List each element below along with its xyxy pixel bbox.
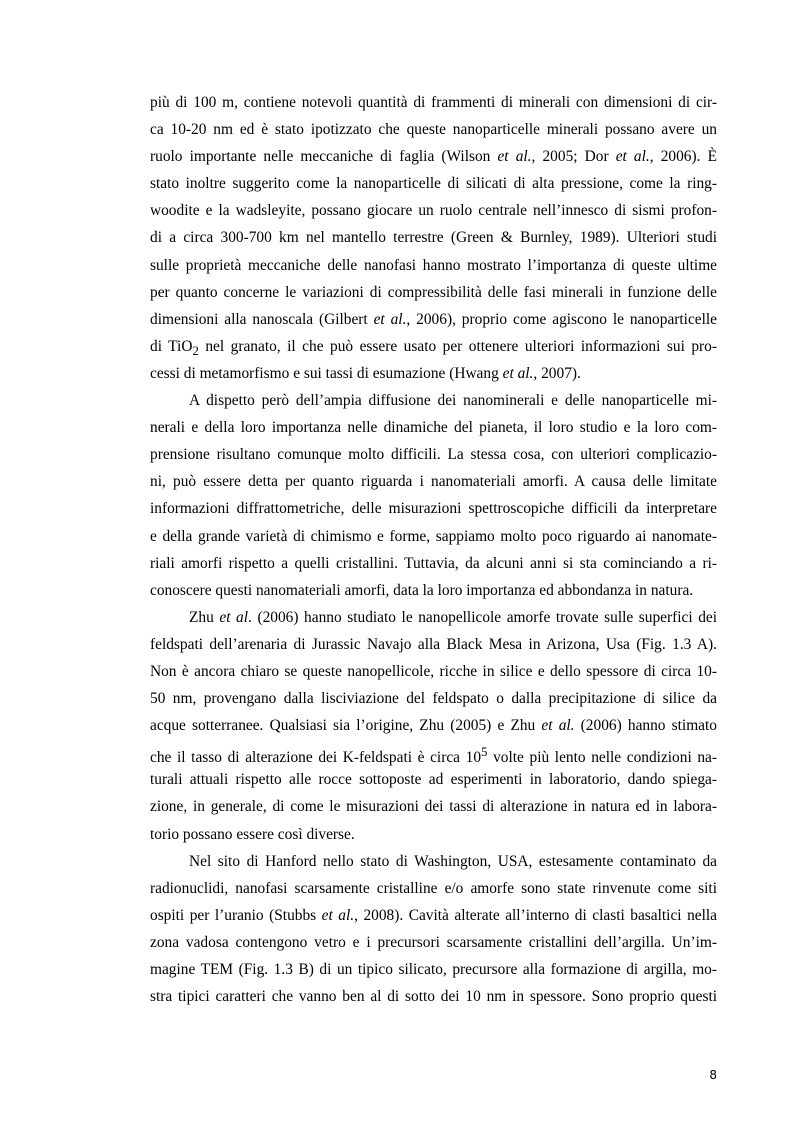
text-line: 50 nm, provengano dalla lisciviazione del feldspato o dalla precipitazione di silice da bbox=[150, 690, 717, 708]
text-line: acque sotterranee. Qualsiasi sia l’origine, Zhu (2005) e Zhu et al. (2006) hanno stimato bbox=[150, 717, 717, 735]
text-line: nerali e della loro importanza nelle dinamiche del pianeta, il loro studio e la loro com- bbox=[150, 419, 717, 437]
text-line: stato inoltre suggerito come la nanoparticelle di silicati di alta pressione, come la ring- bbox=[150, 175, 717, 193]
text-line: di a circa 300-700 km nel mantello terrestre (Green & Burnley, 1989). Ulteriori studi bbox=[150, 229, 717, 247]
text-line: ni, può essere detta per quanto riguarda i nanomateriali amorfi. A causa delle limitate bbox=[150, 473, 717, 491]
body-text bbox=[150, 89, 717, 1010]
text-line: Nel sito di Hanford nello stato di Washington, USA, estesamente contaminato da bbox=[189, 852, 717, 870]
text-line: di TiO$_2$ nel granato, il che può essere usato per ottenere ulteriori informazioni sui pro- bbox=[150, 337, 717, 358]
text-line: stra tipici caratteri che vanno ben al di sotto dei 10 nm in spessore. Sono proprio questi bbox=[150, 988, 717, 1006]
text-line: per quanto concerne le variazioni di compressibilità delle fasi minerali in funzione delle bbox=[150, 283, 717, 301]
text-line: sulle proprietà meccaniche delle nanofasi hanno mostrato l’importanza di queste ultime bbox=[150, 256, 717, 274]
text-line: zione, in generale, di come le misurazioni dei tassi di alterazione in natura ed in labora- bbox=[150, 798, 717, 816]
text-line: magine TEM (Fig. 1.3 B) di un tipico silicato, precursore alla formazione di argilla, mo- bbox=[150, 961, 717, 978]
text-line: informazioni diffrattometriche, delle misurazioni spettroscopiche difficili da interpretare bbox=[150, 500, 717, 518]
text-line: feldspati dell’arenaria di Jurassic Navajo alla Black Mesa in Arizona, Usa (Fig. 1.3 A). bbox=[150, 635, 717, 653]
text-line: turali attuali rispetto alle rocce sottoposte ad esperimenti in laboratorio, dando spiega- bbox=[150, 771, 717, 789]
text-line: A dispetto però dell’ampia diffusione dei nanominerali e delle nanoparticelle mi- bbox=[189, 392, 717, 410]
text-line: torio possano essere così diverse. bbox=[150, 825, 355, 843]
text-line: ospiti per l’uranio (Stubbs et al., 2008). Cavità alterate all’interno di clasti basaltici nella bbox=[150, 906, 717, 924]
text-line: Non è ancora chiaro se queste nanopellicole, ricche in silice e dello spessore di circa 10- bbox=[150, 662, 717, 680]
page-number: 8 bbox=[709, 1068, 717, 1082]
text-line: ca 10-20 nm ed è stato ipotizzato che queste nanoparticelle minerali possano avere un bbox=[150, 121, 717, 139]
text-line: zona vadosa contengono vetro e i precursori scarsamente cristallini dell’argilla. Un’im- bbox=[150, 933, 717, 951]
text-line: ruolo importante nelle meccaniche di faglia (Wilson et al., 2005; Dor et al., 2006). È bbox=[150, 148, 717, 166]
text-line: prensione risultano comunque molto difficili. La stessa cosa, con ulteriori complicazio- bbox=[150, 446, 717, 464]
text-line: più di 100 m, contiene notevoli quantità di frammenti di minerali con dimensioni di cir- bbox=[150, 94, 717, 111]
text-line: riali amorfi rispetto a quelli cristallini. Tuttavia, da alcuni anni si sta cominciando a ri- bbox=[150, 554, 717, 572]
text-line: woodite e la wadsleyite, possano giocare un ruolo centrale nell’innesco di sismi profon- bbox=[150, 202, 717, 220]
text-line: Zhu et al. (2006) hanno studiato le nanopellicole amorfe trovate sulle superfici dei bbox=[189, 608, 717, 626]
text-line: radionuclidi, nanofasi scarsamente cristalline e/o amorfe sono state rinvenute come siti bbox=[150, 879, 717, 897]
text-line: dimensioni alla nanoscala (Gilbert et al., 2006), proprio come agiscono le nanoparticelle bbox=[150, 310, 718, 328]
text-line: cessi di metamorfismo e sui tassi di esumazione (Hwang et al., 2007). bbox=[150, 364, 581, 382]
text-line: che il tasso di alterazione dei K-feldspati è circa $10^5$ volte più lento nelle condizioni na- bbox=[150, 745, 717, 767]
text-line: conoscere questi nanomateriali amorfi, data la loro importanza ed abbondanza in natura. bbox=[150, 581, 694, 599]
text-line: e della grande varietà di chimismo e forme, sappiamo molto poco riguardo ai nanomate- bbox=[150, 527, 717, 545]
